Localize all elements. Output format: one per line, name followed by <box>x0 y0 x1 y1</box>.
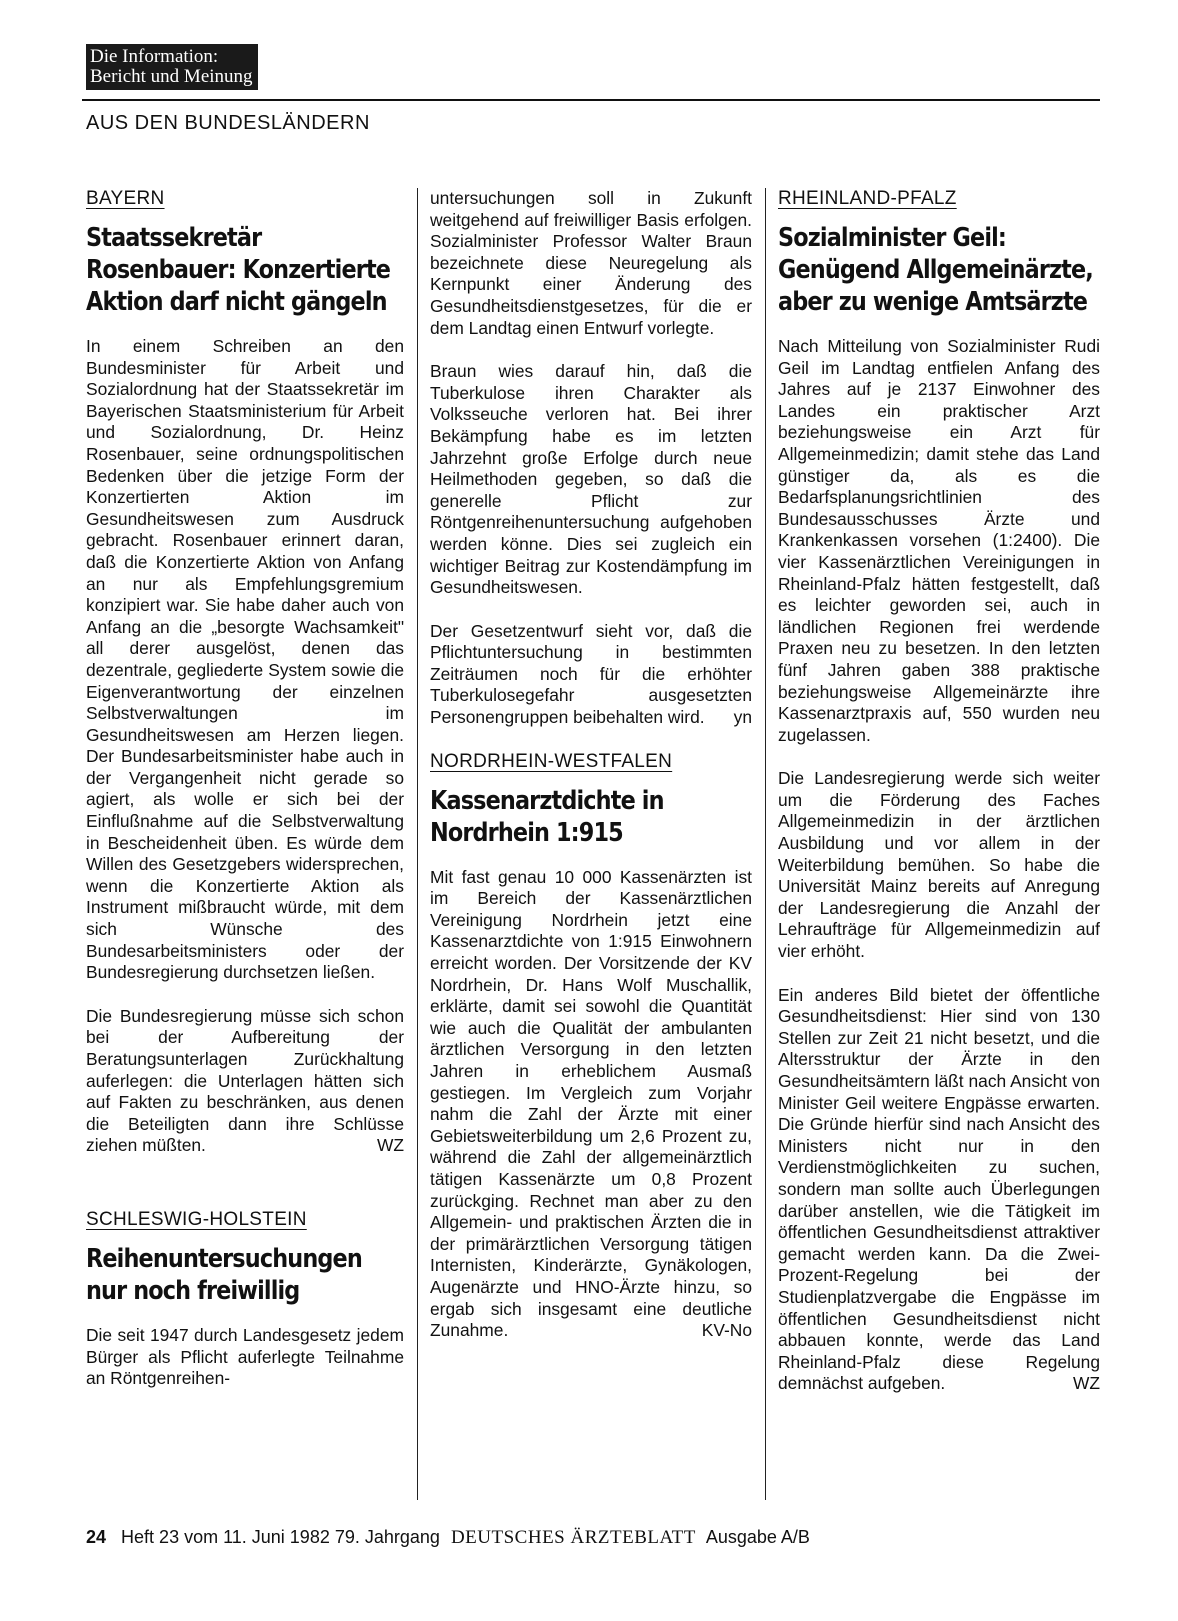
author-signature: WZ <box>376 1135 404 1156</box>
headline-nordrhein-westfalen: Kassenarztdichte in Nordrhein 1:915 <box>430 785 664 848</box>
page-number: 24 <box>86 1527 107 1547</box>
column-divider <box>417 188 418 1500</box>
headline-rheinland-pfalz: Sozialminister Geil: Genügend Allgemeinärzte, aber zu wenige Amtsärzte <box>778 223 1093 317</box>
article-schleswig-paragraph-2: Braun wies darauf hin, daß die Tuberkulose ihren Charakter als Volksseuche verloren hat. Bei ihrer Bekämpfung habe es im letzten Jahrzehnt große Erfolge durch neue Heilmethoden gegeben, so daß die generelle Pflicht zur Röntgenreihenuntersuchung aufgehoben werden könne. Dies sei zugleich ein wichtiger Beitrag zur Kostendämpfung im Gesundheitswesen. <box>430 361 752 598</box>
author-signature: yn <box>733 707 752 728</box>
article-schleswig-paragraph-3-text: Der Gesetzentwurf sieht vor, daß die Pflichtuntersuchung in bestimmten Zeiträumen noch für die erhöhter Tuberkulosegefahr ausgesetzten Personengruppen beibehalten wird. <box>430 620 752 728</box>
article-rlp-paragraph-3 <box>778 985 1100 1395</box>
article-schleswig-paragraph-1b: untersuchungen soll in Zukunft weitgehend auf freiwilliger Basis erfolgen. Sozialminister Professor Walter Braun bezeichnete diese Neuregelung als Kernpunkt einer Änderung des Gesundheitsdienstgesetzes, für die er dem Landtag einen Entwurf vorlegte. <box>430 188 752 338</box>
magazine-name: DEUTSCHES ÄRZTEBLATT <box>450 1527 696 1548</box>
article-schleswig-paragraph-1a: Die seit 1947 durch Landesgesetz jedem Bürger als Pflicht auferlegte Teilnahme an Röntgenreihen- <box>86 1324 404 1389</box>
article-nrw-paragraph-1 <box>430 867 752 1342</box>
column-1 <box>86 188 404 1500</box>
article-rlp-paragraph-3-text: Ein anderes Bild bietet der öffentliche Gesundheitsdienst: Hier sind von 130 Stellen zur Zeit 21 nicht besetzt, und die Altersstruktur der Ärzte in den Gesundheitsämtern läßt nach Ansicht von Minister Geil weitere Engpässe erwarten. Die Gründe hierfür sind nach Ansicht des Ministers nicht nur in den Verdienstmöglichkeiten zu suchen, sondern man sollte auch Überlegungen darüber anstellen, wie die Tätigkeit im öffentlichen Gesundheitsdienst attraktiver gemacht werden kann. Da die Zwei-Prozent-Regelung bei der Studienplatzvergabe die Engpässe im öffentlichen Gesundheitsdienst nicht abbauen konnte, werde das Land Rheinland-Pfalz diese Regelung demnächst aufgeben. <box>778 984 1100 1394</box>
region-label-schleswig-holstein: SCHLESWIG-HOLSTEIN <box>86 1208 307 1230</box>
region-label-nordrhein-westfalen: NORDRHEIN-WESTFALEN <box>430 750 673 772</box>
masthead-line-1: Die Information: <box>90 46 219 67</box>
region-label-rheinland-pfalz: RHEINLAND-PFALZ <box>778 188 957 209</box>
article-rlp-paragraph-2: Die Landesregierung werde sich weiter um die Förderung des Faches Allgemeinmedizin in der ärztlichen Ausbildung und vor allem in der Weiterbildung bemühen. So habe die Universität Mainz bereits auf Anregung der Landesregierung die Anzahl der Lehraufträge für Allgemeinmedizin auf vier erhöht. <box>778 768 1100 962</box>
section-title: AUS DEN BUNDESLÄNDERN <box>86 112 370 134</box>
top-rule <box>82 99 1100 101</box>
column-3 <box>778 188 1100 1500</box>
article-rlp-paragraph-1: Nach Mitteilung von Sozialminister Rudi Geil im Landtag entfielen Anfang des Jahres auf je 2137 Einwohner des Landes ein praktischer Arzt beziehungsweise ein Arzt für Allgemeinmedizin; damit stehe das Land günstiger da, als es die Bedarfsplanungsrichtlinien des Bundesausschusses Ärzte und Krankenkassen vorsehen (1:2400). Die vier Kassenärztlichen Vereinigungen in Rheinland-Pfalz hätten festgestellt, daß es leichter geworden sei, auch in ländlichen Regionen frei werdende Praxen neu zu besetzen. In den letzten fünf Jahren gaben 388 praktische beziehungsweise Allgemeinärzte ihre Kassenarztpraxis auf, 550 wurden neu zugelassen. <box>778 336 1100 745</box>
column-2 <box>430 188 752 1500</box>
article-bayern-paragraph-2-text: Die Bundesregierung müsse sich schon bei der Aufbereitung der Beratungsunterlagen Zurückhaltung auferlegen: die Unterlagen hätten sich auf Fakten zu beschränken, aus denen die Beteiligten dann ihre Schlüsse ziehen müßten. <box>86 1005 404 1156</box>
article-bayern-paragraph-2 <box>86 1006 404 1157</box>
edition-label: Ausgabe A/B <box>705 1527 810 1547</box>
column-divider <box>765 188 766 1500</box>
issue-info: Heft 23 vom 11. Juni 1982 79. Jahrgang <box>121 1527 440 1547</box>
author-signature: KV-No <box>701 1320 752 1341</box>
headline-bayern: Staatssekretär Rosenbauer: Konzertierte Aktion darf nicht gängeln <box>86 223 391 317</box>
author-signature: WZ <box>1072 1373 1100 1394</box>
headline-schleswig-holstein: Reihenuntersuchungen nur noch freiwillig <box>86 1243 362 1306</box>
masthead-line-2: Bericht und Meinung <box>90 66 253 87</box>
region-label-bayern: BAYERN <box>86 188 165 209</box>
article-bayern-paragraph-1: In einem Schreiben an den Bundesminister für Arbeit und Sozialordnung hat der Staatssekretär im Bayerischen Staatsministerium für Arbeit und Sozialordnung, Dr. Heinz Rosenbauer, seine ordnungspolitischen Bedenken über die jetzige Form der Konzertierten Aktion im Gesundheitswesen zum Ausdruck gebracht. Rosenbauer erinnert daran, daß die Konzertierte Aktion von Anfang an nur als Empfehlungsgremium konzipiert war. Sie habe daher auch von Anfang an die „besorgte Wachsamkeit" all derer ausgelöst, denen das dezentrale, gegliederte System sowie die Eigenverantwortung der einzelnen Selbstverwaltungen im Gesundheitswesen am Herzen liegen. Der Bundesarbeitsminister habe auch in der Vergangenheit nicht gerade so agiert, als wolle er sich bei der Einflußnahme auf die Selbstverwaltung in Bescheidenheit üben. Es würde dem Willen des Gesetzgebers widersprechen, wenn die Konzertierte Aktion als Instrument mißbraucht würde, mit dem sich Wünsche des Bundesarbeitsministers oder der Bundesregierung durchsetzen ließen. <box>86 336 404 983</box>
article-schleswig-paragraph-3 <box>430 621 752 729</box>
spacer <box>86 1179 404 1209</box>
page-footer <box>86 1527 810 1549</box>
masthead <box>86 44 258 90</box>
article-nrw-paragraph-1-text: Mit fast genau 10 000 Kassenärzten ist im Bereich der Kassenärztlichen Vereinigung Nordrhein jetzt eine Kassenarztdichte von 1:915 Einwohnern erreicht worden. Der Vorsitzende der KV Nordrhein, Dr. Hans Wolf Muschallik, erklärte, damit sei sowohl die Quantität wie auch die Qualität der ambulanten ärztlichen Versorgung in den letzten Jahren in erheblichem Ausmaß gestiegen. Im Vergleich zum Vorjahr nahm die Zahl der Ärzte mit einer Gebietsweiterbildung um 2,6 Prozent zu, während die Zahl der allgemeinärztlich tätigen Kassenärzte um 0,8 Prozent zurückging. Rechnet man aber zu den Allgemein- und praktischen Ärzten die in der primärärztlichen Versorgung tätigen Internisten, Kinderärzte, Gynäkologen, Augenärzte und HNO-Ärzte hinzu, so ergab sich insgesamt eine deutliche Zunahme. <box>430 866 752 1341</box>
